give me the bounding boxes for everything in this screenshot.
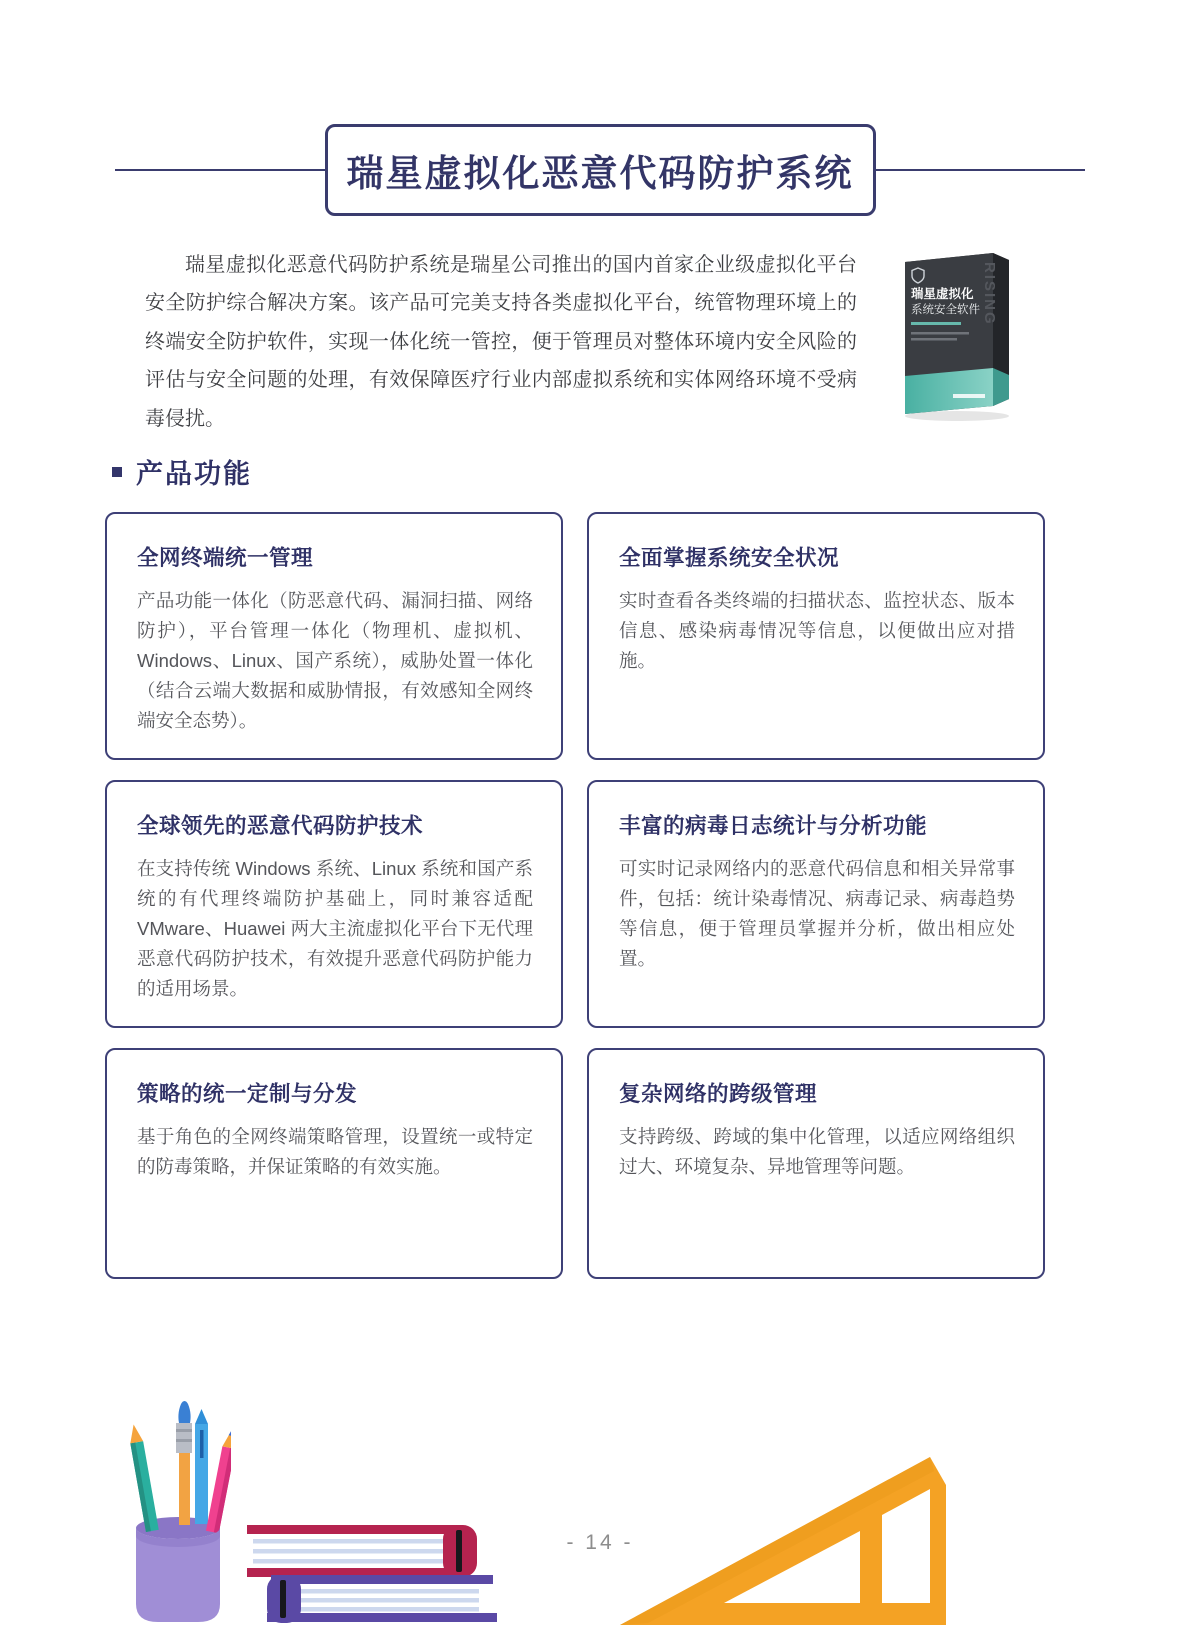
feature-card-grid: [105, 512, 1045, 1279]
square-bullet-icon: [112, 467, 122, 477]
feature-body: 基于角色的全网终端策略管理，设置统一或特定的防毒策略，并保证策略的有效实施。: [137, 1126, 533, 1177]
feature-title: 复杂网络的跨级管理: [619, 1082, 818, 1106]
banner-rule-right: [876, 169, 1086, 171]
feature-card: [587, 512, 1045, 760]
page-number: - 14 -: [566, 1531, 634, 1554]
banner-rule-left: [115, 169, 325, 171]
section-title: 产品功能: [136, 459, 252, 489]
feature-body: 在支持传统 Windows 系统、Linux 系统和国产系统的有代理终端防护基础上，同时兼容适配 VMware、Huawei 两大主流虚拟化平台下无代理恶意代码防护技术，有效提升恶意代码防护能力的适用场景。: [137, 858, 533, 999]
blue-pen-icon: [195, 1409, 208, 1524]
product-box-image: [897, 246, 1015, 422]
pink-pencil-icon: [206, 1428, 231, 1534]
feature-card: [105, 512, 563, 760]
feature-card: [105, 780, 563, 1028]
intro-section: [145, 246, 1015, 438]
feature-card: [587, 780, 1045, 1028]
feature-title: 全球领先的恶意代码防护技术: [137, 814, 424, 838]
feature-body: 支持跨级、跨域的集中化管理，以适应网络组织过大、环境复杂、异地管理等问题。: [619, 1126, 1015, 1177]
feature-card: [105, 1048, 563, 1279]
feature-title: 全网终端统一管理: [137, 546, 314, 570]
package-title-line1: 瑞星虚拟化: [911, 287, 974, 301]
title-banner: [115, 124, 1085, 216]
feature-body: 产品功能一体化（防恶意代码、漏洞扫描、网络防护），平台管理一体化（物理机、虚拟机、Windows、Linux、国产系统），威胁处置一体化（结合云端大数据和威胁情报，有效感知全网终端安全态势）。: [137, 590, 533, 731]
feature-card: [587, 1048, 1045, 1279]
feature-title: 策略的统一定制与分发: [137, 1082, 358, 1106]
pencil-cup-illustration: [123, 1396, 231, 1633]
package-brand-vertical: RISING: [981, 262, 998, 326]
page-title: 瑞星虚拟化恶意代码防护系统: [325, 124, 876, 216]
feature-body: 可实时记录网络内的恶意代码信息和相关异常事件，包括：统计染毒情况、病毒记录、病毒趋势等信息，便于管理员掌握并分析，做出相应处置。: [619, 858, 1015, 969]
section-header: [112, 452, 252, 491]
product-box-illustration: [897, 246, 1015, 422]
paint-brush-icon: [176, 1401, 192, 1525]
feature-title: 全面掌握系统安全状况: [619, 546, 840, 570]
feature-title: 丰富的病毒日志统计与分析功能: [619, 814, 928, 838]
feature-body: 实时查看各类终端的扫描状态、监控状态、版本信息、感染病毒情况等信息，以便做出应对措施。: [619, 590, 1015, 671]
intro-paragraph: 瑞星虚拟化恶意代码防护系统是瑞星公司推出的国内首家企业级虚拟化平台安全防护综合解决方案。该产品可完美支持各类虚拟化平台，统管物理环境上的终端安全防护软件，实现一体化统一管控，便于管理员对整体环境内安全风险的评估与安全问题的处理，有效保障医疗行业内部虚拟系统和实体网络环境不受病毒侵扰。: [145, 254, 857, 430]
purple-book-icon: [267, 1575, 497, 1623]
teal-pencil-icon: [127, 1423, 159, 1532]
package-title-line2: 系统安全软件: [911, 304, 980, 316]
